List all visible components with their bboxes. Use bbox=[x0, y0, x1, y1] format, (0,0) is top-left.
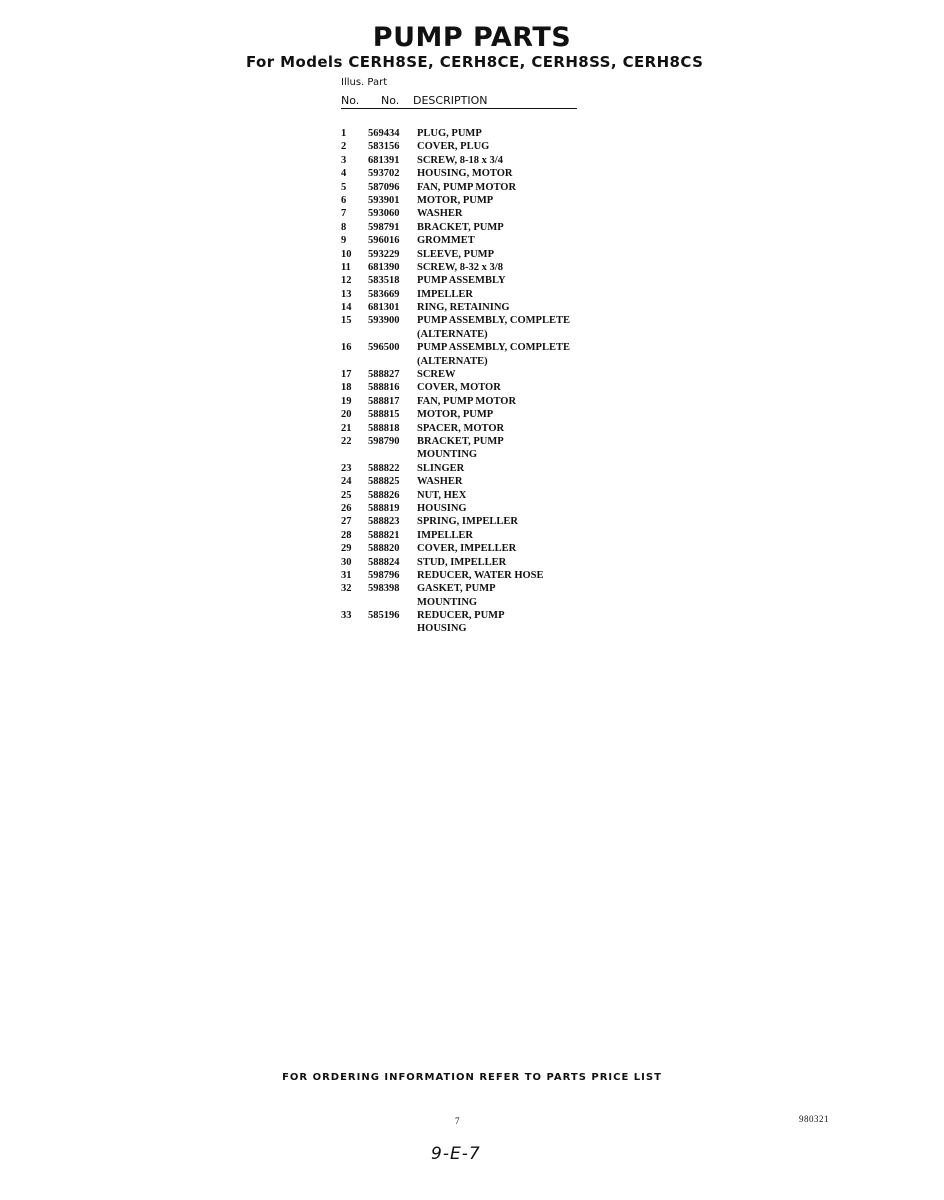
parts-row-illus-no: 3 bbox=[341, 154, 347, 166]
parts-row bbox=[341, 609, 601, 622]
parts-row-illus-no: 26 bbox=[341, 502, 352, 514]
parts-row bbox=[341, 167, 601, 180]
column-header-description: DESCRIPTION bbox=[413, 94, 488, 107]
parts-row bbox=[341, 194, 601, 207]
parts-row-description: PUMP ASSEMBLY, COMPLETE bbox=[417, 342, 570, 354]
parts-row-description: MOTOR, PUMP bbox=[417, 409, 494, 421]
parts-row bbox=[341, 274, 601, 287]
parts-row-illus-no: 27 bbox=[341, 516, 352, 528]
parts-row-part-no: 588821 bbox=[368, 529, 400, 541]
parts-row-part-no: 593901 bbox=[368, 194, 400, 206]
parts-row-illus-no: 12 bbox=[341, 275, 352, 287]
parts-row-illus-no: 4 bbox=[341, 168, 347, 180]
parts-row-description: PUMP ASSEMBLY bbox=[417, 275, 506, 287]
parts-row-description: BRACKET, PUMP bbox=[417, 435, 504, 447]
parts-row bbox=[341, 395, 601, 408]
parts-row bbox=[341, 582, 601, 595]
parts-row-part-no: 681390 bbox=[368, 261, 400, 273]
parts-row-part-no: 588818 bbox=[368, 422, 400, 434]
parts-row-description: COVER, IMPELLER bbox=[417, 543, 517, 555]
parts-row bbox=[341, 301, 601, 314]
parts-row-description: COVER, MOTOR bbox=[417, 382, 501, 394]
parts-row-description: NUT, HEX bbox=[417, 489, 467, 501]
parts-row bbox=[341, 596, 601, 609]
parts-row-part-no: 588824 bbox=[368, 556, 400, 568]
parts-row bbox=[341, 355, 601, 368]
parts-row bbox=[341, 288, 601, 301]
parts-row bbox=[341, 314, 601, 327]
parts-row-part-no: 583518 bbox=[368, 275, 400, 287]
parts-row-illus-no: 7 bbox=[341, 208, 347, 220]
parts-row bbox=[341, 435, 601, 448]
parts-row bbox=[341, 448, 601, 461]
parts-row-part-no: 588816 bbox=[368, 382, 400, 394]
parts-row-illus-no: 8 bbox=[341, 221, 347, 233]
parts-row-illus-no: 10 bbox=[341, 248, 352, 260]
parts-row-part-no: 587096 bbox=[368, 181, 400, 193]
parts-row bbox=[341, 515, 601, 528]
parts-row-illus-no: 16 bbox=[341, 342, 352, 354]
parts-row-description: RING, RETAINING bbox=[417, 302, 510, 314]
parts-row-part-no: 598790 bbox=[368, 435, 400, 447]
parts-row-description: GROMMET bbox=[417, 235, 475, 247]
parts-row-illus-no: 23 bbox=[341, 462, 352, 474]
parts-row-description: HOUSING, MOTOR bbox=[417, 168, 513, 180]
page-title: PUMP PARTS bbox=[372, 22, 572, 53]
parts-row-part-no: 569434 bbox=[368, 128, 400, 139]
parts-row bbox=[341, 328, 601, 341]
parts-row bbox=[341, 408, 601, 421]
parts-row-part-no: 588817 bbox=[368, 395, 400, 407]
parts-row-part-no: 583669 bbox=[368, 288, 400, 300]
parts-row-part-no: 596016 bbox=[368, 235, 400, 247]
parts-row bbox=[341, 569, 601, 582]
parts-row bbox=[341, 502, 601, 515]
parts-row-illus-no: 11 bbox=[341, 261, 351, 273]
parts-row bbox=[341, 181, 601, 194]
parts-row-illus-no: 24 bbox=[341, 476, 352, 488]
parts-row-description: REDUCER, WATER HOSE bbox=[417, 569, 544, 581]
parts-row-part-no: 588815 bbox=[368, 409, 400, 421]
parts-row-illus-no: 20 bbox=[341, 409, 352, 421]
parts-row-illus-no: 18 bbox=[341, 382, 352, 394]
parts-row-description: BRACKET, PUMP bbox=[417, 221, 504, 233]
parts-row-description: FAN, PUMP MOTOR bbox=[417, 181, 517, 193]
parts-row-description: HOUSING bbox=[417, 502, 467, 514]
page-number: 7 bbox=[455, 1116, 460, 1126]
models-line: For Models CERH8SE, CERH8CE, CERH8SS, CERH8CS bbox=[246, 53, 704, 71]
parts-row-part-no: 588827 bbox=[368, 369, 400, 381]
parts-row-description: COVER, PLUG bbox=[417, 141, 490, 153]
parts-row bbox=[341, 140, 601, 153]
parts-row-description: (ALTERNATE) bbox=[417, 355, 488, 367]
parts-row-illus-no: 21 bbox=[341, 422, 352, 434]
parts-row-part-no: 585196 bbox=[368, 610, 400, 622]
parts-row bbox=[341, 341, 601, 354]
parts-row bbox=[341, 475, 601, 488]
column-header-illus-no: No. bbox=[341, 94, 360, 107]
parts-row bbox=[341, 154, 601, 167]
parts-row-illus-no: 13 bbox=[341, 288, 352, 300]
parts-row-illus-no: 25 bbox=[341, 489, 352, 501]
parts-list bbox=[341, 127, 601, 636]
parts-row bbox=[341, 422, 601, 435]
parts-row-illus-no: 6 bbox=[341, 194, 347, 206]
parts-row-description: PUMP ASSEMBLY, COMPLETE bbox=[417, 315, 570, 327]
parts-row-illus-no: 28 bbox=[341, 529, 352, 541]
parts-row-part-no: 681301 bbox=[368, 302, 400, 314]
parts-row-part-no: 596500 bbox=[368, 342, 400, 354]
parts-row-description: SCREW bbox=[417, 369, 456, 381]
parts-row-part-no: 593060 bbox=[368, 208, 400, 220]
parts-row-part-no: 593702 bbox=[368, 168, 400, 180]
parts-row-description: SCREW, 8-32 x 3/8 bbox=[417, 261, 503, 273]
handwritten-note: 9-E-7 bbox=[431, 1144, 481, 1164]
parts-row-part-no: 588819 bbox=[368, 502, 400, 514]
parts-row-description: HOUSING bbox=[417, 623, 467, 635]
column-header-part-no: No. bbox=[381, 94, 400, 107]
parts-row-illus-no: 33 bbox=[341, 610, 352, 622]
parts-row-illus-no: 2 bbox=[341, 141, 347, 153]
parts-row-part-no: 593900 bbox=[368, 315, 400, 327]
parts-row bbox=[341, 462, 601, 475]
ordering-note: FOR ORDERING INFORMATION REFER TO PARTS PRICE LIST bbox=[282, 1072, 662, 1083]
parts-row-description: MOUNTING bbox=[417, 449, 478, 461]
parts-row bbox=[341, 529, 601, 542]
parts-row bbox=[341, 622, 601, 635]
parts-row-part-no: 588822 bbox=[368, 462, 400, 474]
parts-row-illus-no: 5 bbox=[341, 181, 347, 193]
parts-row-description: SLEEVE, PUMP bbox=[417, 248, 495, 260]
parts-row-description: (ALTERNATE) bbox=[417, 328, 488, 340]
parts-row-description: SCREW, 8-18 x 3/4 bbox=[417, 154, 503, 166]
parts-row bbox=[341, 261, 601, 274]
parts-row-description: IMPELLER bbox=[417, 288, 474, 300]
parts-row-description: GASKET, PUMP bbox=[417, 583, 496, 595]
parts-row bbox=[341, 207, 601, 220]
parts-row-illus-no: 22 bbox=[341, 435, 352, 447]
parts-row-description: SLINGER bbox=[417, 462, 465, 474]
parts-row-description: STUD, IMPELLER bbox=[417, 556, 507, 568]
parts-row bbox=[341, 127, 601, 140]
parts-row-part-no: 681391 bbox=[368, 154, 400, 166]
parts-row-description: WASHER bbox=[417, 476, 463, 488]
column-header-row bbox=[341, 94, 577, 109]
parts-row-illus-no: 30 bbox=[341, 556, 352, 568]
parts-row-illus-no: 9 bbox=[341, 235, 347, 247]
parts-row-illus-no: 15 bbox=[341, 315, 352, 327]
parts-row-description: SPRING, IMPELLER bbox=[417, 516, 518, 528]
parts-row-part-no: 588826 bbox=[368, 489, 400, 501]
parts-row-description: WASHER bbox=[417, 208, 463, 220]
document-code: 980321 bbox=[799, 1114, 829, 1124]
parts-row bbox=[341, 368, 601, 381]
parts-row-part-no: 588823 bbox=[368, 516, 400, 528]
parts-row bbox=[341, 489, 601, 502]
parts-row-illus-no: 29 bbox=[341, 543, 352, 555]
parts-row-part-no: 588825 bbox=[368, 476, 400, 488]
parts-row bbox=[341, 234, 601, 247]
parts-row bbox=[341, 248, 601, 261]
parts-row-illus-no: 17 bbox=[341, 369, 352, 381]
parts-row bbox=[341, 556, 601, 569]
parts-row-description: MOTOR, PUMP bbox=[417, 194, 494, 206]
parts-row-illus-no: 32 bbox=[341, 583, 352, 595]
parts-row-illus-no: 14 bbox=[341, 302, 352, 314]
parts-row bbox=[341, 542, 601, 555]
parts-row bbox=[341, 381, 601, 394]
parts-row-description: REDUCER, PUMP bbox=[417, 610, 505, 622]
parts-row-description: IMPELLER bbox=[417, 529, 474, 541]
parts-row bbox=[341, 221, 601, 234]
parts-row-description: FAN, PUMP MOTOR bbox=[417, 395, 517, 407]
parts-row-illus-no: 19 bbox=[341, 395, 352, 407]
parts-row-part-no: 598791 bbox=[368, 221, 400, 233]
parts-row-illus-no: 1 bbox=[341, 128, 347, 139]
column-group-header: Illus. Part bbox=[341, 77, 388, 88]
parts-row-description: PLUG, PUMP bbox=[417, 128, 482, 139]
parts-row-description: MOUNTING bbox=[417, 596, 478, 608]
parts-row-illus-no: 31 bbox=[341, 569, 352, 581]
parts-row-part-no: 588820 bbox=[368, 543, 400, 555]
parts-row-description: SPACER, MOTOR bbox=[417, 422, 505, 434]
parts-row-part-no: 583156 bbox=[368, 141, 400, 153]
parts-row-part-no: 598796 bbox=[368, 569, 400, 581]
parts-row-part-no: 598398 bbox=[368, 583, 400, 595]
parts-row-part-no: 593229 bbox=[368, 248, 400, 260]
